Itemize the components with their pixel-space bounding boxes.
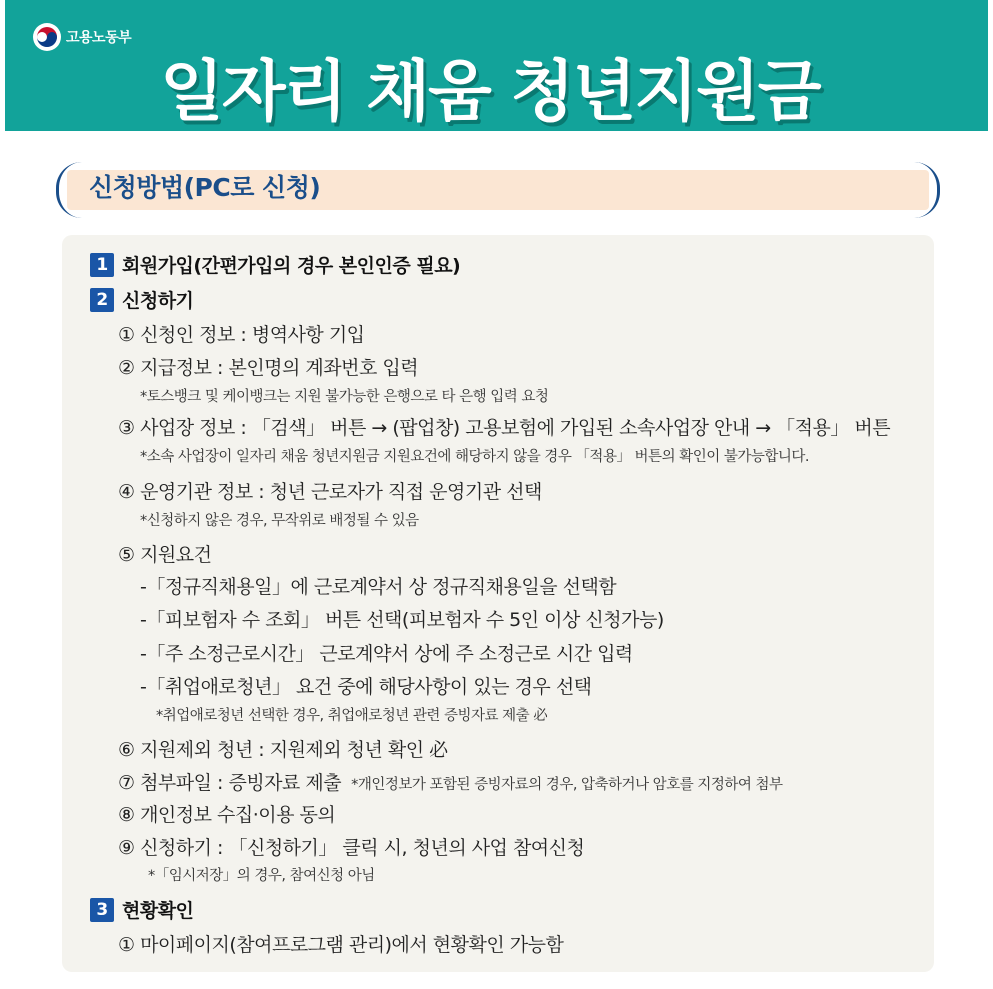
requirement-hire-date: -「정규직채용일」에 근로계약서 상 정규직채용일을 선택함 xyxy=(140,576,617,598)
note-submit: *「임시저장」의 경우, 참여신청 아님 xyxy=(148,868,375,884)
step-3 xyxy=(90,896,193,923)
ministry-name: 고용노동부 xyxy=(66,30,132,46)
item-attachments-label: ⑦ 첨부파일 : 증빙자료 제출 xyxy=(118,772,342,794)
item-privacy-consent: ⑧ 개인정보 수집·이용 동의 xyxy=(118,804,336,826)
section-title: 신청방법(PC로 신청) xyxy=(89,173,321,202)
step-3-badge: 3 xyxy=(90,898,114,922)
step-1-label: 회원가입(간편가입의 경우 본인인증 필요) xyxy=(122,255,461,277)
step-1 xyxy=(90,251,460,278)
note-operator-info: *신청하지 않은 경우, 무작위로 배정될 수 있음 xyxy=(140,513,419,529)
note-workplace-info: *소속 사업장이 일자리 채움 청년지원금 지원요건에 해당하지 않을 경우 「적용」 버튼의 확인이 불가능합니다. xyxy=(140,449,809,465)
item-payment-info: ② 지급정보 : 본인명의 계좌번호 입력 xyxy=(118,357,419,379)
item-status-check: ① 마이페이지(참여프로그램 관리)에서 현황확인 가능함 xyxy=(118,934,564,956)
note-attachments: *개인정보가 포함된 증빙자료의 경우, 압축하거나 암호를 지정하여 첨부 xyxy=(351,777,783,793)
item-excluded-youth: ⑥ 지원제외 청년 : 지원제외 청년 확인 必 xyxy=(118,739,448,761)
item-requirements: ⑤ 지원요건 xyxy=(118,544,212,566)
requirement-work-hours: -「주 소정근로시간」 근로계약서 상에 주 소정근로 시간 입력 xyxy=(140,643,633,665)
page-title: 일자리 채움 청년지원금 xyxy=(160,53,820,130)
header-banner xyxy=(5,0,988,131)
note-disadvantaged-youth: *취업애로청년 선택한 경우, 취업애로청년 관련 증빙자료 제출 必 xyxy=(156,708,548,724)
item-attachments xyxy=(118,768,782,795)
step-1-badge: 1 xyxy=(90,253,114,277)
step-2 xyxy=(90,286,193,313)
item-applicant-info: ① 신청인 정보 : 병역사항 기입 xyxy=(118,324,365,346)
section-header xyxy=(56,162,940,218)
ministry-logo xyxy=(33,23,131,51)
item-submit: ⑨ 신청하기 : 「신청하기」 클릭 시, 청년의 사업 참여신청 xyxy=(118,837,585,859)
step-3-label: 현황확인 xyxy=(122,900,194,922)
step-2-label: 신청하기 xyxy=(122,290,194,312)
requirement-insured-count: -「피보험자 수 조회」 버튼 선택(피보험자 수 5인 이상 신청가능) xyxy=(140,609,664,631)
taegeuk-emblem-icon xyxy=(33,23,61,51)
item-workplace-info: ③ 사업장 정보 : 「검색」 버튼 → (팝업창) 고용보험에 가입된 소속사업장 안내 → 「적용」 버튼 xyxy=(118,417,891,439)
requirement-disadvantaged-youth: -「취업애로청년」 요건 중에 해당사항이 있는 경우 선택 xyxy=(140,676,592,698)
step-2-badge: 2 xyxy=(90,288,114,312)
note-payment-info: *토스뱅크 및 케이뱅크는 지원 불가능한 은행으로 타 은행 입력 요청 xyxy=(140,389,549,405)
item-operator-info: ④ 운영기관 정보 : 청년 근로자가 직접 운영기관 선택 xyxy=(118,481,542,503)
